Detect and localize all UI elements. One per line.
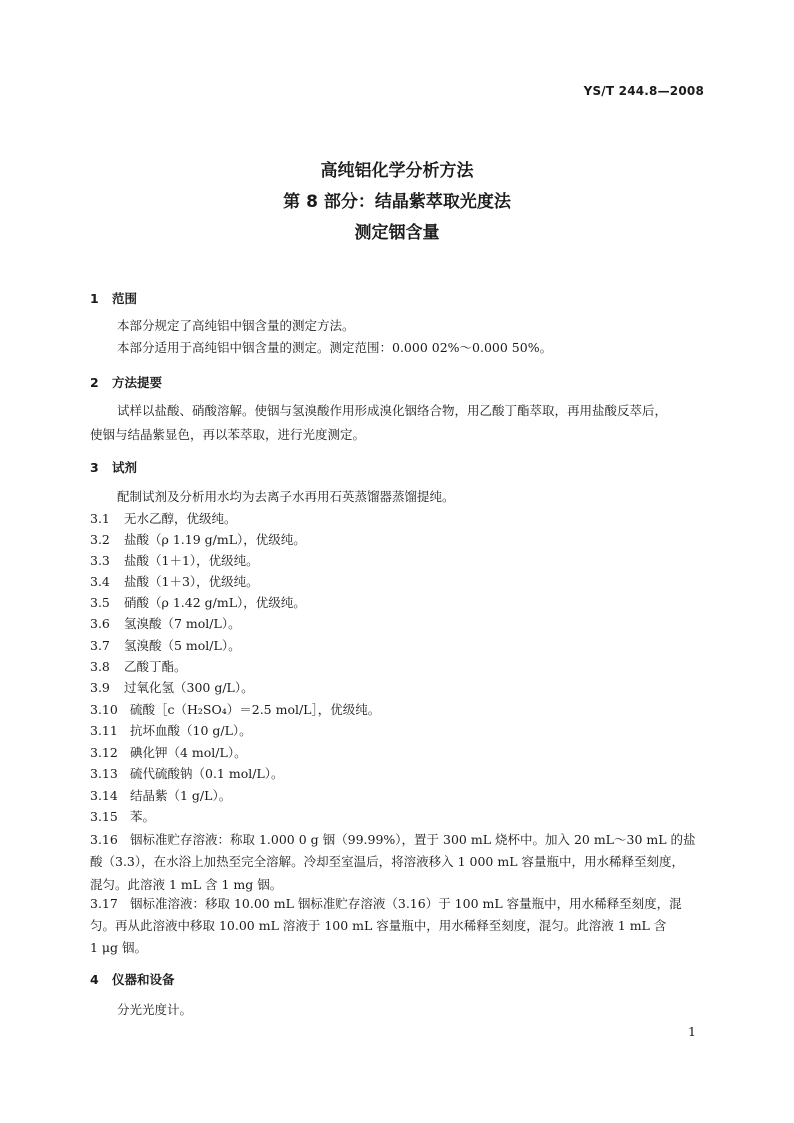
item-number: 3.6 xyxy=(90,616,110,631)
reagent-item xyxy=(90,592,306,613)
section-number: 3 xyxy=(90,460,99,475)
item-number: 3.5 xyxy=(90,595,110,610)
item-number: 3.15 xyxy=(90,809,118,824)
reagent-item xyxy=(90,699,380,720)
reagent-item xyxy=(90,785,231,806)
paragraph: 使铟与结晶紫显色，再以苯萃取，进行光度测定。 xyxy=(90,427,366,442)
item-text: 盐酸（1＋3），优级纯。 xyxy=(124,574,259,589)
item-number: 3.3 xyxy=(90,553,110,568)
section-number: 1 xyxy=(90,291,99,306)
paragraph-continuation: 酸（3.3），在水浴上加热至完全溶解。冷却至室温后，将溶液移入 1 000 mL 容量瓶中，用水稀释至刻度， xyxy=(90,854,684,869)
item-number: 3.13 xyxy=(90,766,118,781)
standard-number: YS/T 244.8—2008 xyxy=(583,84,704,98)
document-title xyxy=(0,156,794,249)
reagent-item xyxy=(90,720,252,741)
paragraph-continuation: 匀。再从此溶液中移取 10.00 mL 溶液于 100 mL 容量瓶中，用水稀释至刻度，混匀。此溶液 1 mL 含 xyxy=(90,918,667,933)
section-title: 仪器和设备 xyxy=(112,972,175,987)
reagent-item xyxy=(90,763,284,784)
item-number: 3.4 xyxy=(90,574,110,589)
reagent-item xyxy=(90,529,306,550)
paragraph: 配制试剂及分析用水均为去离子水再用石英蒸馏器蒸馏提纯。 xyxy=(117,489,455,504)
paragraph-continuation: 1 μg 铟。 xyxy=(90,940,148,955)
item-number: 3.14 xyxy=(90,788,118,803)
item-text: 铟标准贮存溶液：称取 1.000 0 g 铟（99.99%），置于 300 mL 烧杯中。加入 20 mL～30 mL 的盐 xyxy=(130,832,696,847)
item-text: 硫代硫酸钠（0.1 mol/L）。 xyxy=(130,766,284,781)
item-text: 结晶紫（1 g/L）。 xyxy=(130,788,232,803)
title-line-1: 高纯铝化学分析方法 xyxy=(320,161,474,181)
section-title: 方法提要 xyxy=(112,375,163,390)
section-number: 2 xyxy=(90,375,99,390)
paragraph: 分光光度计。 xyxy=(117,1002,193,1017)
reagent-item xyxy=(90,550,259,571)
reagent-item xyxy=(90,742,247,763)
item-number: 3.16 xyxy=(90,832,118,847)
paragraph: 本部分适用于高纯铝中铟含量的测定。测定范围：0.000 02%～0.000 50%。 xyxy=(117,340,553,355)
reagent-item xyxy=(90,613,241,634)
paragraph: 本部分规定了高纯铝中铟含量的测定方法。 xyxy=(117,318,355,333)
item-number: 3.10 xyxy=(90,702,118,717)
item-number: 3.8 xyxy=(90,659,110,674)
section-1-heading xyxy=(90,289,137,307)
item-number: 3.11 xyxy=(90,723,118,738)
item-text: 盐酸（1＋1），优级纯。 xyxy=(124,553,259,568)
item-text: 氢溴酸（7 mol/L）。 xyxy=(124,616,241,631)
item-text: 氢溴酸（5 mol/L）。 xyxy=(124,638,241,653)
item-text: 碘化钾（4 mol/L）。 xyxy=(130,745,247,760)
section-number: 4 xyxy=(90,972,99,987)
paragraph-continuation: 混匀。此溶液 1 mL 含 1 mg 铟。 xyxy=(90,877,283,892)
item-text: 过氧化氢（300 g/L）。 xyxy=(124,680,254,695)
section-title: 范围 xyxy=(112,291,138,306)
item-number: 3.2 xyxy=(90,532,110,547)
item-text: 苯。 xyxy=(130,809,156,824)
item-number: 3.1 xyxy=(90,511,110,526)
title-line-3: 测定铟含量 xyxy=(354,223,440,243)
reagent-item xyxy=(90,508,237,529)
page-number: 1 xyxy=(688,1024,696,1039)
reagent-item xyxy=(90,571,259,592)
reagent-item-3-16 xyxy=(90,829,696,850)
item-text: 盐酸（ρ 1.19 g/mL），优级纯。 xyxy=(124,532,306,547)
section-2-heading xyxy=(90,373,162,391)
reagent-item xyxy=(90,635,241,656)
reagent-item-3-17 xyxy=(90,893,682,914)
reagent-item xyxy=(90,656,187,677)
item-text: 乙酸丁酯。 xyxy=(124,659,187,674)
section-3-heading xyxy=(90,458,137,476)
section-4-heading xyxy=(90,970,175,988)
reagent-item xyxy=(90,806,155,827)
item-text: 铟标准溶液：移取 10.00 mL 铟标准贮存溶液（3.16）于 100 mL 容量瓶中，用水稀释至刻度，混 xyxy=(130,896,682,911)
item-text: 硝酸（ρ 1.42 g/mL），优级纯。 xyxy=(124,595,306,610)
title-line-2: 第 8 部分：结晶紫萃取光度法 xyxy=(283,192,511,212)
item-number: 3.17 xyxy=(90,896,118,911)
item-text: 无水乙醇，优级纯。 xyxy=(124,511,237,526)
item-text: 抗坏血酸（10 g/L）。 xyxy=(130,723,252,738)
reagent-item xyxy=(90,677,254,698)
item-number: 3.7 xyxy=(90,638,110,653)
section-title: 试剂 xyxy=(112,460,138,475)
item-number: 3.12 xyxy=(90,745,118,760)
item-number: 3.9 xyxy=(90,680,110,695)
item-text: 硫酸［c（H₂SO₄）＝2.5 mol/L］，优级纯。 xyxy=(130,702,381,717)
paragraph: 试样以盐酸、硝酸溶解。使铟与氢溴酸作用形成溴化铟络合物，用乙酸丁酯萃取，再用盐酸反萃后， xyxy=(117,403,668,418)
